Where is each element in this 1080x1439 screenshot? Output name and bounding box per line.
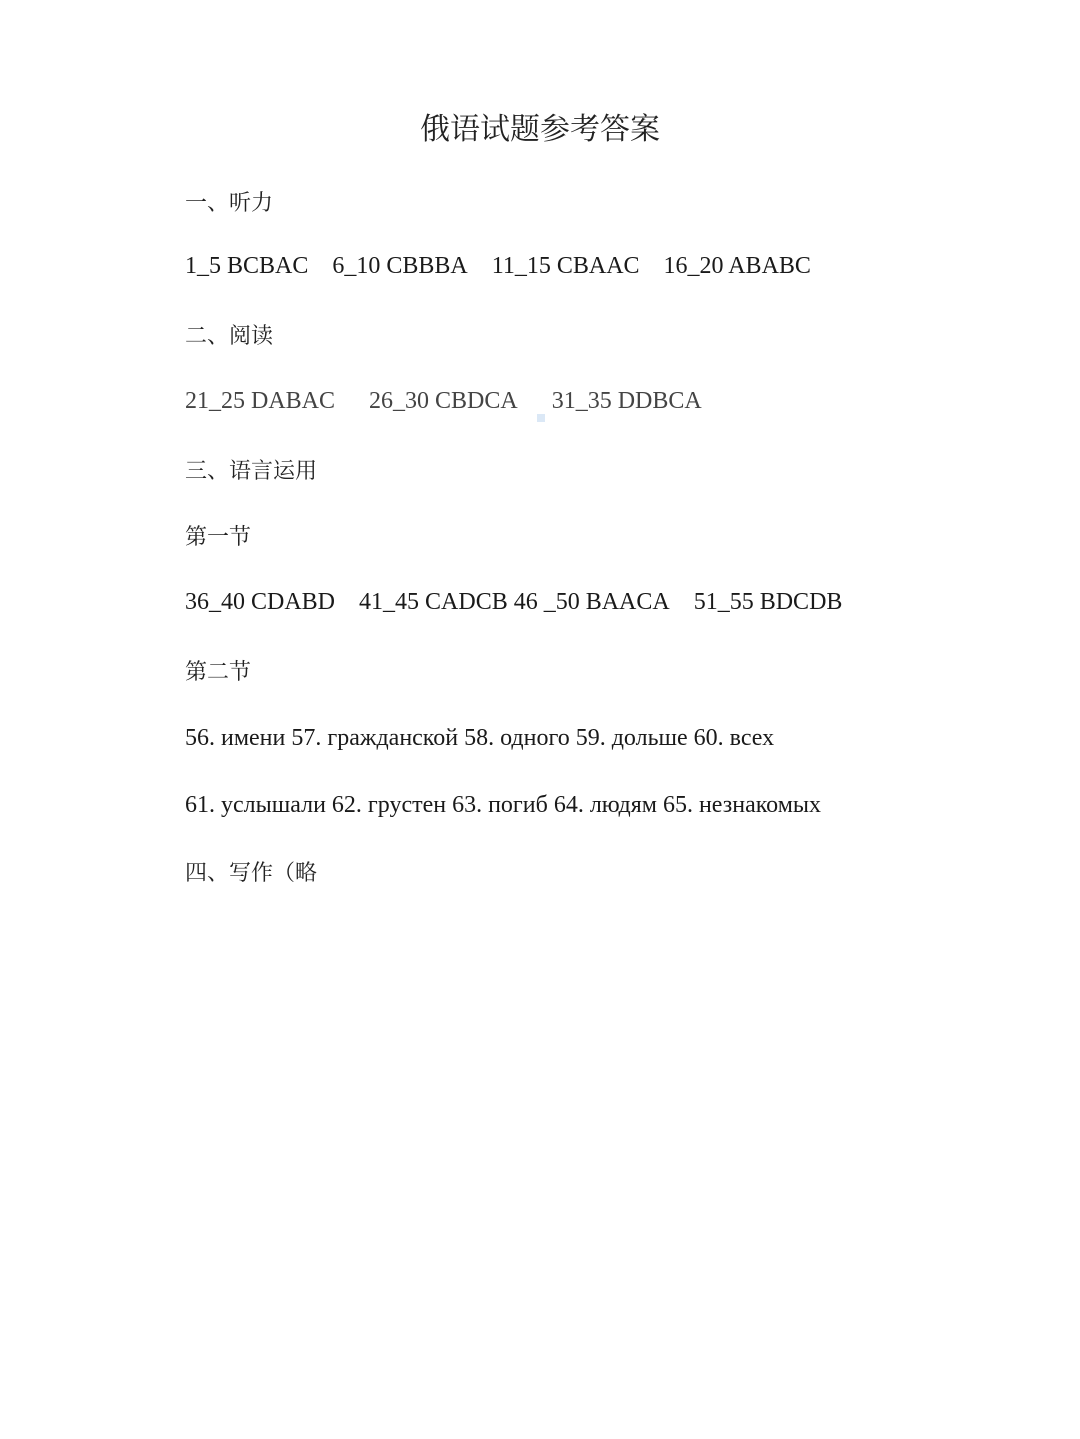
answers-listening bbox=[185, 253, 811, 280]
answer-group: 16_20 ABABC bbox=[663, 253, 811, 279]
answer-group: 51_55 BDCDB bbox=[693, 589, 843, 615]
answer-group: 6_10 CBBBA bbox=[332, 253, 468, 279]
answer-group: 26_30 CBDCA bbox=[369, 388, 518, 414]
section-heading-reading: 二、阅读 bbox=[185, 324, 274, 349]
section-heading-language: 三、语言运用 bbox=[185, 459, 318, 484]
answer-group: 41_45 CADCB 46 _50 BAACA bbox=[359, 589, 670, 615]
answers-reading bbox=[185, 388, 702, 415]
stray-mark bbox=[537, 414, 545, 422]
answer-group: 11_15 CBAAC bbox=[491, 253, 640, 279]
answer-group: 1_5 BCBAC bbox=[185, 253, 309, 279]
answer-group: 36_40 CDABD bbox=[185, 589, 336, 615]
answers-part1 bbox=[185, 589, 842, 616]
answers-part2-line1: 56. имени 57. гражданской 58. одного 59. дольше 60. всех bbox=[185, 725, 775, 751]
answer-group: 31_35 DDBCA bbox=[551, 388, 702, 414]
answers-part2-line2: 61. услышали 62. грустен 63. погиб 64. людям 65. незнакомых bbox=[185, 792, 822, 818]
answer-group: 21_25 DABAC bbox=[185, 388, 336, 414]
page-title: 俄语试题参考答案 bbox=[420, 112, 660, 147]
section-heading-listening: 一、听力 bbox=[185, 191, 274, 216]
subsection-heading-part2: 第二节 bbox=[185, 660, 252, 685]
section-heading-writing: 四、写作（略 bbox=[185, 861, 318, 886]
subsection-heading-part1: 第一节 bbox=[185, 525, 252, 550]
